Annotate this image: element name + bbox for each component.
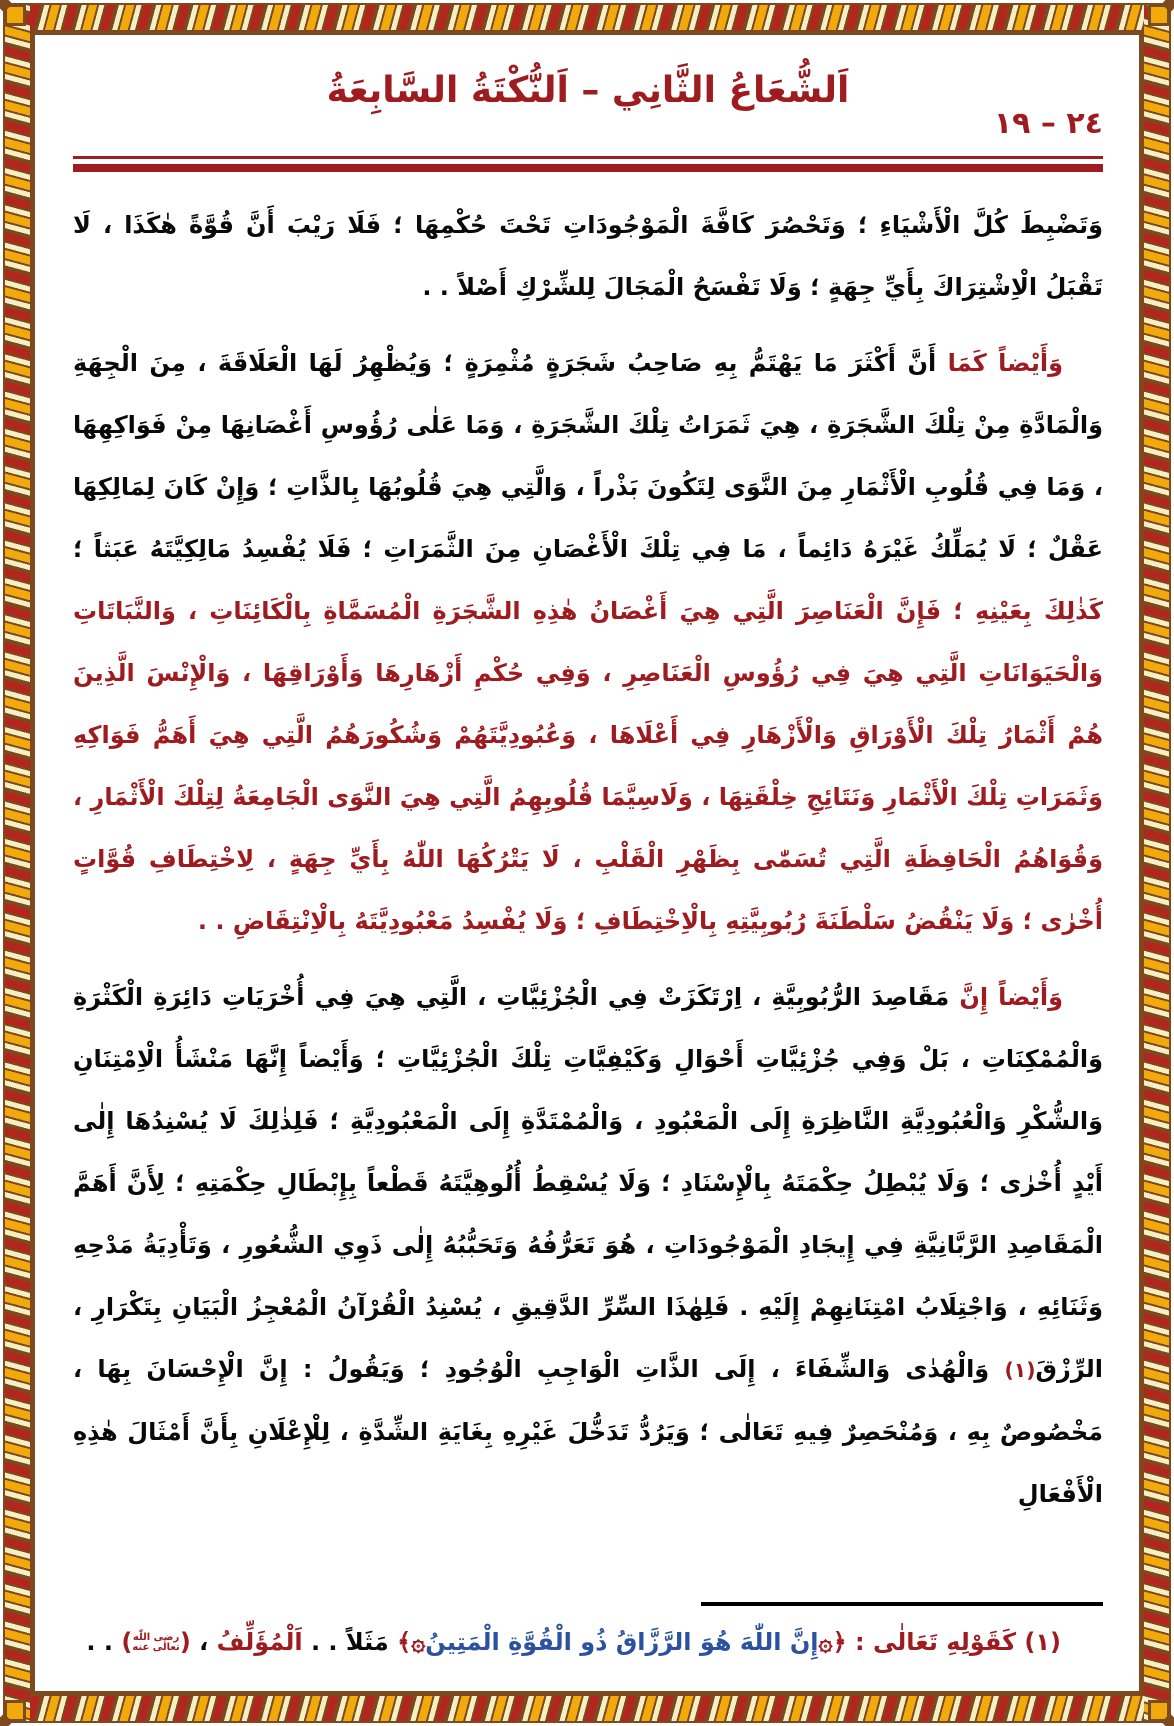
- paragraph-3-leadin: وَأَيْضاً إِنَّ: [959, 983, 1063, 1011]
- verse-close-bracket-icon: ﴾: [397, 1628, 412, 1656]
- footnote-area: [73, 1602, 1103, 1662]
- paragraph-3-black-a: مَقَاصِدَ الرُّبُوبِيَّةِ ، اِرْتَكَزَتْ فِي الْجُزْئِيَّاتِ ، الَّتِي هِيَ فِي أُخْرَيَاتِ دَائِرَةِ الْكَثْرَةِ وَالْمُمْكِنَاتِ ، بَلْ وَفِي جُزْئِيَّاتِ أَحْوَالِ وَكَيْفِيَّاتِ تِلْكَ الْجُزْئِيَّاتِ ؛ وَأَيْضاً إِنَّهَا مَنْشَأُ الْاِمْتِنَانِ وَالشُّكْرِ وَالْعُبُودِيَّةِ النَّاظِرَةِ إِلَى الْمَعْبُودِ ، وَالْمُمْتَدَّةِ إِلَى الْمَعْبُودِيَّةِ ؛ فَلِذٰلِكَ لَا يُسْنِدُهَا إِلٰى أَيْدٍ أُخْرٰى ؛ وَلَا يُبْطِلُ حِكْمَتَهُ بِالْإِسْنَادِ ؛ وَلَا يُسْقِطُ أُلُوهِيَّتَهُ قَطْعاً بِإِبْطَالِ حِكْمَتِهِ ؛ لِأَنَّ أَهَمَّ الْمَقَاصِدِ الرَّبَّانِيَّةِ فِي إِيجَادِ الْمَوْجُودَاتِ ، هُوَ تَعَرُّفُهُ وَتَحَبُّبُهُ إِلٰى ذَوِي الشُّعُورِ ، وَتَأْدِيَةُ مَدْحِهِ وَثَنَائِهِ ، وَاجْتِلَابُ امْتِنَانِهِمْ إِلَيْهِ . فَلِهٰذَا السِّرِّ الدَّقِيقِ ، يُسْنِدُ الْقُرْآنُ الْمُعْجِزُ الْبَيَانِ بِتَكْرَارِ ، الرِّزْقَ: [73, 983, 1103, 1383]
- author-seal: [132, 1633, 180, 1653]
- frame-band-left: [5, 5, 30, 1721]
- paragraph-3-black-b: وَالْهُدٰى وَالشِّفَاءَ ، إِلَى الذَّاتِ الْوَاجِبِ الْوُجُودِ ؛ وَيَقُولُ : إِنَّ الْإِحْسَانَ بِهَا ، مَخْصُوصٌ بِهِ ، وَمُنْحَصِرٌ فِيهِ تَعَالٰى ؛ وَيَرُدُّ تَدَخُّلَ غَيْرِهِ بِغَايَةِ الشِّدَّةِ ، لِلْإِعْلَانِ بِأَنَّ أَمْثَالَ هٰذِهِ الْأَفْعَالِ: [73, 1355, 1103, 1508]
- paragraph-1: [73, 194, 1103, 318]
- paragraph-2-black: أَنَّ أَكْثَرَ مَا يَهْتَمُّ بِهِ صَاحِبُ شَجَرَةٍ مُثْمِرَةٍ ؛ وَيُظْهِرُ لَهَا الْعَلَاقَةَ ، مِنَ الْجِهَةِ وَالْمَادَّةِ مِنْ تِلْكَ الشَّجَرَةِ ، هِيَ ثَمَرَاتُ تِلْكَ الشَّجَرَةِ ، وَمَا عَلٰى رُؤُوسِ أَغْصَانِهَا مِنْ فَوَاكِهِهَا ، وَمَا فِي قُلُوبِ الْأَثْمَارِ مِنَ النَّوَى لِتَكُونَ بَذْراً ، وَالَّتِي هِيَ قُلُوبُهَا بِالذَّاتِ ؛ وَإِنْ كَانَ لِمَالِكِهَا عَقْلٌ ؛ لَا يُمَلِّكُ غَيْرَهُ دَائِماً ، مَا فِي تِلْكَ الْأَغْصَانِ مِنَ الثَّمَرَاتِ ؛ فَلَا يُفْسِدُ مَالِكِيَّتَهُ عَبَثاً ؛: [73, 349, 1103, 563]
- verse-open-bracket-icon: ﴿: [832, 1628, 847, 1656]
- author-seal-line-2: تعالٰى عنه: [132, 1642, 180, 1653]
- page-title: اَلشُّعَاعُ الثَّانِي – اَلنُّكْتَةُ السَّابِعَةُ: [326, 70, 850, 111]
- footnote-after-verse: مَثَلاً . .: [310, 1628, 389, 1656]
- header-divider: [73, 156, 1103, 172]
- paragraph-1-text: وَتَضْبِطَ كُلَّ الْأَشْيَاءِ ؛ وَتَحْصُرَ كَافَّةَ الْمَوْجُودَاتِ تَحْتَ حُكْمِهَا ؛ فَلَا رَيْبَ أَنَّ قُوَّةً هٰكَذَا ، لَا تَقْبَلُ الْاِشْتِرَاكَ بِأَيِّ جِهَةٍ ؛ وَلَا تَفْسَحُ الْمَجَالَ لِلشِّرْكِ أَصْلاً . .: [73, 211, 1103, 301]
- paragraph-2: [73, 332, 1103, 952]
- seal-open-paren: (: [179, 1628, 191, 1656]
- footnote-author: اَلْمُؤَلِّفُ: [216, 1628, 303, 1656]
- footnote-marker: (١): [1024, 1628, 1061, 1656]
- paragraph-2-red: كَذٰلِكَ بِعَيْنِهِ ؛ فَإِنَّ الْعَنَاصِرَ الَّتِي هِيَ أَغْصَانُ هٰذِهِ الشَّجَرَةِ الْمُسَمَّاةِ بِالْكَائِنَاتِ ، وَالنَّبَاتَاتِ وَالْحَيَوَانَاتِ الَّتِي هِيَ فِي رُؤُوسِ الْعَنَاصِرِ ، وَفِي حُكْمِ أَزْهَارِهَا وَأَوْرَاقِهَا ، وَالْإِنْسَ الَّذِينَ هُمْ أَثْمَارُ تِلْكَ الْأَوْرَاقِ وَالْأَزْهَارِ فِي أَعْلَاهَا ، وَعُبُودِيَّتَهُمْ وَشُكُورَهُمُ الَّتِي هِيَ أَهَمُّ فَوَاكِهِ وَثَمَرَاتِ تِلْكَ الْأَثْمَارِ وَنَتَائِجِ خِلْقَتِهَا ، وَلَاسِيَّمَا قُلُوبِهِمُ الَّتِي هِيَ النَّوَى الْجَامِعَةُ لِتِلْكَ الْأَثْمَارِ ، وَقُوَاهُمُ الْحَافِظَةِ الَّتِي تُسَمّٰى بِظَهْرِ الْقَلْبِ ، لَا يَتْرُكُهَا اللّٰهُ بِأَيِّ جِهَةٍ ، لِاخْتِطَافِ قُوَّاتٍ أُخْرٰى ؛ وَلَا يَنْقُضُ سَلْطَنَةَ رُبُوبِيَّتِهِ بِالْاِخْتِطَافِ ؛ وَلَا يُفْسِدُ مَعْبُودِيَّتَهُ بِالْاِنْتِقَاضِ . .: [73, 597, 1103, 935]
- footnote-marker-inline: (١): [1004, 1358, 1036, 1382]
- frame-band-right: [1144, 5, 1169, 1721]
- author-seal-line-1: رضى اللّٰه: [132, 1632, 180, 1643]
- footnote-trailing-dots: . .: [86, 1628, 113, 1656]
- footnote-divider: [701, 1602, 1103, 1606]
- frame-band-bottom: [5, 1696, 1169, 1721]
- frame-band-top: [5, 5, 1169, 30]
- paragraph-2-leadin: وَأَيْضاً كَمَا: [947, 349, 1063, 377]
- rosette-icon: ۞: [818, 1628, 833, 1656]
- body-text: [73, 194, 1103, 1525]
- paragraph-3: [73, 966, 1103, 1525]
- footnote-text: [73, 1622, 1103, 1662]
- quran-verse: إِنَّ اللّٰهَ هُوَ الرَّزَّاقُ ذُو الْقُوَّةِ الْمَتِينُ: [425, 1628, 819, 1656]
- footnote-comma: ،: [199, 1628, 209, 1656]
- rosette-icon: ۞: [411, 1628, 426, 1656]
- page-number: ٢٤ – ١٩: [993, 106, 1103, 141]
- page-header: [73, 60, 1103, 156]
- page-content: [73, 60, 1103, 1668]
- seal-close-paren: ): [121, 1628, 133, 1656]
- footnote-intro: كَقَوْلِهِ تَعَالٰى :: [855, 1628, 1017, 1656]
